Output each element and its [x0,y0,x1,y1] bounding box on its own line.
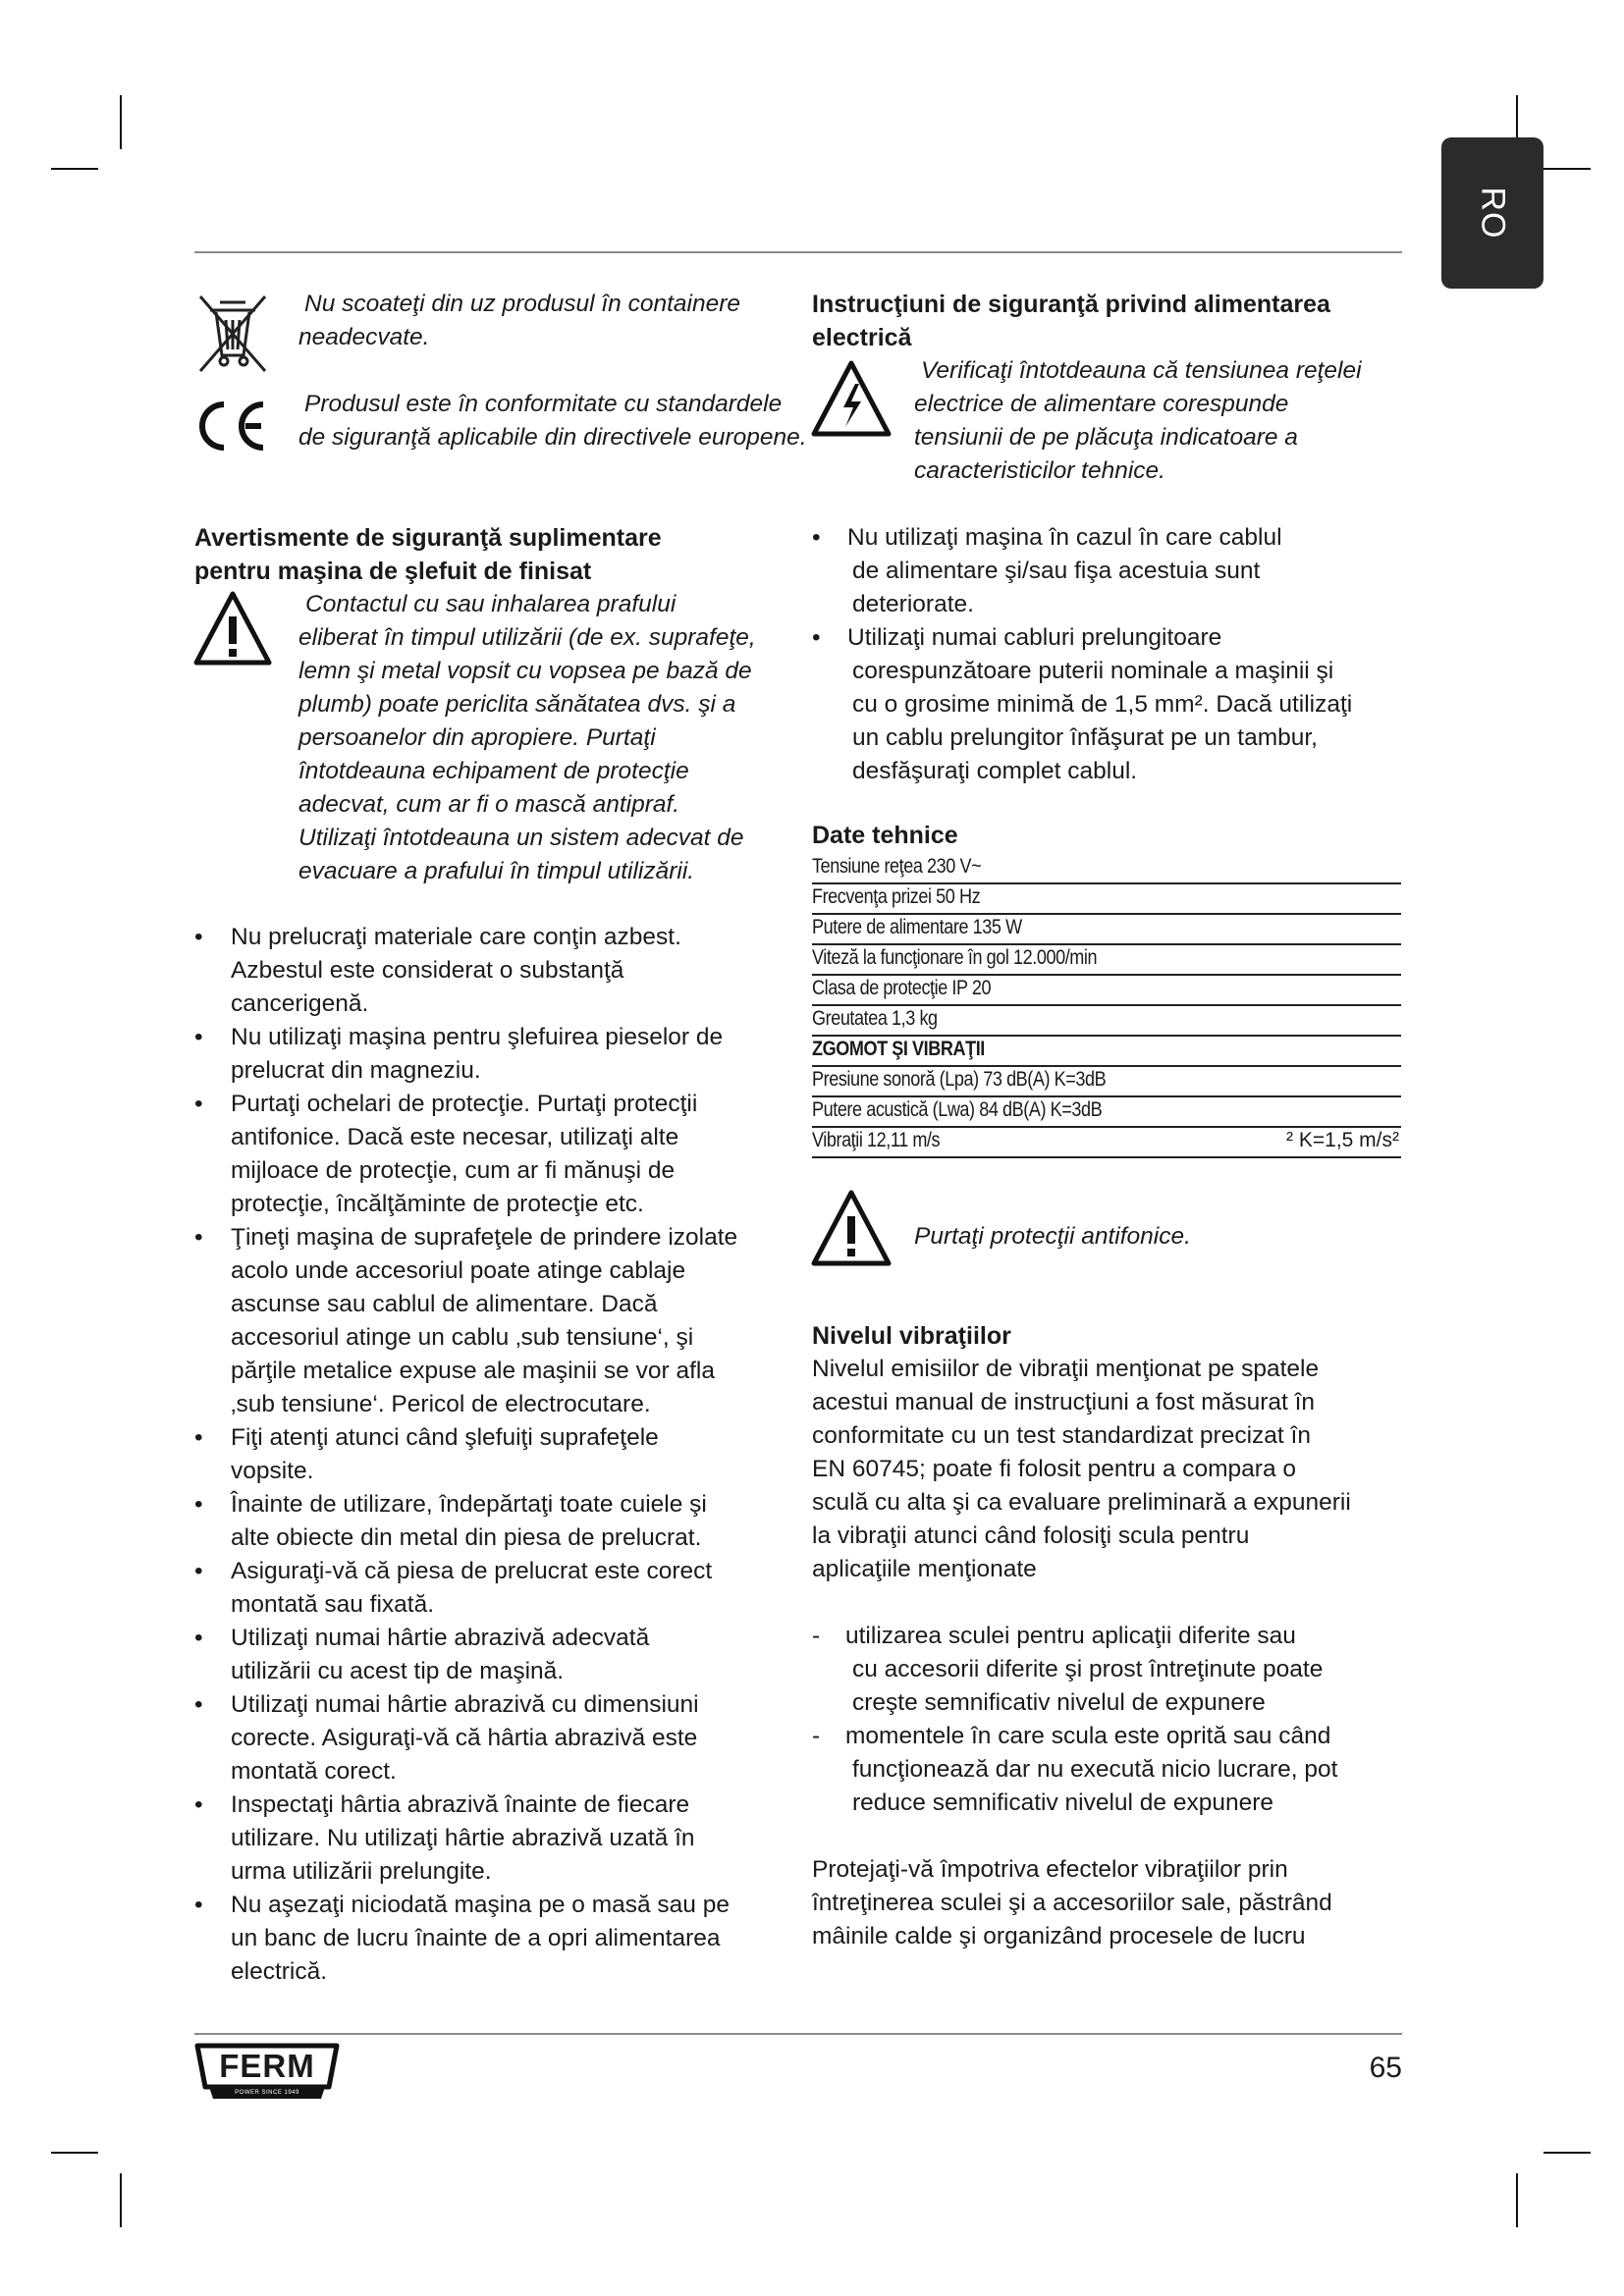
crop-mark [120,2173,122,2227]
list-item-line: deteriorate. [852,591,974,617]
list-item-line: corecte. Asiguraţi-vă că hârtia abrazivă este [231,1725,698,1751]
table-row [812,854,1401,884]
electrical-heading-line: electrică [812,324,912,351]
list-item-line: Inspectaţi hârtia abrazivă înainte de fiecare [231,1791,690,1818]
list-item: • Înainte de utilizare, îndepărtaţi toate cuiele şi alte obiecte din metal din piesa de prelucrat. [194,1488,823,1555]
list-item-line: Utilizaţi numai hârtie abrazivă cu dimensiuni [231,1691,699,1718]
paragraph-line: EN 60745; poate fi folosit pentru a compara o [812,1456,1297,1482]
top-rule [194,251,1402,253]
disposal-text: Nu scoateţi din uz produsul în containere neadecvate. [298,291,740,350]
list-item-line: prelucrat din magneziu. [231,1057,481,1084]
list-item: • Ţineţi maşina de suprafeţele de prindere izolate acolo unde accesoriul poate atinge cablaje ascunse sau cablul de alimentare. Dacă accesoriul atinge un cablu ‚sub tensiune‘, şi părţile metalice expuse ale maşinii se vor afla ‚sub tensiune‘. Pericol de electrocutare. [194,1221,823,1421]
table-cell: Clasa de protecţie IP 20 [812,977,992,999]
list-item-line: utilizarea sculei pentru aplicaţii diferite sau [845,1623,1296,1649]
crop-mark [120,95,122,149]
list-item: • Nu aşezaţi niciodată maşina pe o masă sau pe un banc de lucru înainte de a opri alimentarea electrică. [194,1889,823,1989]
table-row [812,1097,1401,1128]
paragraph-line: Nivelul emisiilor de vibraţii menţionat pe spatele [812,1356,1320,1382]
list-item-line: acolo unde accesoriul poate atinge cablaje [231,1257,686,1284]
warning-line: evacuare a prafului în timpul utilizării. [298,858,695,884]
list-item-line: Nu prelucraţi materiale care conţin azbest. [231,924,681,950]
list-item-line: desfăşuraţi complet cablul. [852,758,1138,784]
warning-line: întotdeauna echipament de protecţie [298,758,689,784]
warning-line: eliberat în timpul utilizării (de ex. suprafeţe, [298,624,756,651]
list-item-line: funcţionează dar nu execută nicio lucrare, pot [852,1756,1338,1783]
crop-mark [1543,168,1591,170]
crop-mark [1543,2152,1591,2154]
table-cell: Putere acustică (Lwa) 84 dB(A) K=3dB [812,1098,1103,1121]
table-cell: Viteză la funcţionare în gol 12.000/min [812,946,1098,969]
warning-line: Contactul cu sau inhalarea prafului [305,591,677,617]
paragraph-line: sculă cu alta şi ca evaluare preliminară a expunerii [812,1489,1351,1516]
table-row [812,884,1401,915]
list-item-line: mijloace de protecţie, cum ar fi mănuşi de [231,1157,676,1184]
warning-line: Utilizaţi întotdeauna un sistem adecvat de [298,825,744,851]
list-item: • Asiguraţi-vă că piesa de prelucrat este corect montată sau fixată. [194,1555,823,1622]
list-item-line: Utilizaţi numai cabluri prelungitoare [847,624,1222,651]
table-cell-uncertainty: ² K=1,5 m/s² [1286,1129,1399,1151]
tech-data-table [812,854,1401,1158]
paragraph-line: acestui manual de instrucţiuni a fost măsurat în [812,1389,1316,1415]
list-item-line: ascunse sau cablul de alimentare. Dacă [231,1291,658,1317]
list-item-line: vopsite. [231,1458,314,1484]
list-item-line: utilizare. Nu utilizaţi hârtie abrazivă uzată în [231,1825,695,1851]
warning-line: plumb) poate periclita sănătatea dvs. şi a [298,691,736,718]
table-row [812,1128,1401,1158]
list-item-line: antifonice. Dacă este necesar, utilizaţi alte [231,1124,679,1150]
list-item-line: Fiţi atenţi atunci când şlefuiţi suprafeţele [231,1424,659,1451]
table-row [812,945,1401,976]
table-cell: Tensiune reţea 230 V~ [812,855,982,878]
list-item: • Fiţi atenţi atunci când şlefuiţi suprafeţele vopsite. [194,1421,823,1488]
table-cell: Frecvenţa prizei 50 Hz [812,885,981,908]
list-item-line: un cablu prelungitor înfăşurat pe un tambur, [852,724,1318,751]
list-item-line: Nu utilizaţi maşina pentru şlefuirea pieselor de [231,1024,724,1050]
vibration-heading: Nivelul vibraţiilor [812,1322,1011,1350]
electrical-heading [812,288,1421,354]
table-row [812,915,1401,945]
table-cell: Presiune sonoră (Lpa) 73 dB(A) K=3dB [812,1068,1107,1091]
paragraph-line: conformitate cu un test standardizat precizat în [812,1422,1311,1449]
electrical-bullet-list [812,521,1421,788]
warning-line: caracteristicilor tehnice. [914,457,1165,484]
list-item-line: urma utilizării prelungite. [231,1858,492,1885]
list-item-line: montată corect. [231,1758,397,1785]
language-tab [1441,137,1543,289]
list-item-line: Nu aşezaţi niciodată maşina pe o masă sau pe [231,1892,730,1918]
table-row [812,976,1401,1006]
list-item: • Inspectaţi hârtia abrazivă înainte de fiecare utilizare. Nu utilizaţi hârtie abrazivă uzată în urma utilizării prelungite. [194,1789,823,1889]
warnings-heading [194,521,823,588]
caution-icon [810,1188,893,1268]
crop-mark [51,168,98,170]
voltage-warning-text [914,354,1425,488]
list-item-line: momentele în care scula este oprită sau când [845,1723,1331,1749]
vibration-paragraph [812,1353,1440,1586]
page-number: 65 [1369,2052,1402,2084]
list-item-line: Utilizaţi numai hârtie abrazivă adecvată [231,1625,650,1651]
list-item-line: creşte semnificativ nivelul de expunere [852,1689,1266,1716]
table-cell: ZGOMOT ŞI VIBRAŢII [812,1038,985,1060]
list-item-line: Înainte de utilizare, îndepărtaţi toate cuiele şi [231,1491,707,1518]
list-item: • Purtaţi ochelari de protecţie. Purtaţi protecţii antifonice. Dacă este necesar, utilizaţi alte mijloace de protecţie, cum ar fi mănuşi de protecţie, încălţăminte de protecţie etc. [194,1088,823,1221]
table-row [812,1067,1401,1097]
ferm-logo [193,2042,341,2103]
language-tab-label: RO [1474,187,1512,240]
table-cell: Putere de alimentare 135 W [812,916,1022,938]
logo-tagline: POWER SINCE 1949 [235,2090,299,2096]
warning-line: Verificaţi întotdeauna că tensiunea reţelei [921,357,1362,384]
vibration-dash-list [812,1620,1440,1820]
list-item-line: montată sau fixată. [231,1591,435,1618]
list-item: • Utilizaţi numai hârtie abrazivă adecvată utilizării cu acest tip de maşină. [194,1622,823,1688]
list-item: • Nu utilizaţi maşina în cazul în care cablul de alimentare şi/sau fişa acestuia sunt deteriorate. [812,521,1421,621]
list-item-line: Nu utilizaţi maşina în cazul în care cablul [847,524,1282,551]
caution-icon [192,589,273,667]
warning-line: adecvat, cum ar fi o mască antipraf. [298,791,680,818]
paragraph-line: la vibraţii atunci când folosiţi scula pentru [812,1522,1250,1549]
list-item-line: cu accesorii diferite şi prost întreţinute poate [852,1656,1324,1682]
paragraph-line: întreţinerea sculei şi a accesoriilor sale, păstrând [812,1890,1332,1916]
list-item-line: ‚sub tensiune‘. Pericol de electrocutare. [231,1391,651,1417]
warning-line: persoanelor din apropiere. Purtaţi [298,724,656,751]
list-item-line: utilizării cu acest tip de maşină. [231,1658,565,1684]
table-row [812,1037,1401,1067]
list-item-line: Asiguraţi-vă că piesa de prelucrat este corect [231,1558,713,1584]
list-item-line: accesoriul atinge un cablu ‚sub tensiune‘, şi [231,1324,694,1351]
warnings-heading-line: pentru maşina de şlefuit de finisat [194,558,592,585]
list-item-line: de alimentare şi/sau fişa acestuia sunt [852,558,1261,584]
list-item-line: cancerigenă. [231,990,369,1017]
crossed-bin-icon [192,294,273,373]
list-item-line: Purtaţi ochelari de protecţie. Purtaţi protecţii [231,1091,698,1117]
dust-warning-text [298,588,819,888]
list-item-line: cu o grosime minimă de 1,5 mm². Dacă utilizaţi [852,691,1353,718]
bottom-rule [194,2033,1402,2035]
warnings-heading-line: Avertismente de siguranţă suplimentare [194,524,662,552]
electrical-heading-line: Instrucţiuni de siguranţă privind alimentarea [812,291,1330,318]
list-item-line: corespunzătoare puterii nominale a maşinii şi [852,658,1334,684]
warning-line: electrice de alimentare corespunde [914,391,1289,417]
warning-line: lemn şi metal vopsit cu vopsea pe bază de [298,658,752,684]
list-item-line: protecţie, încălţăminte de protecţie etc. [231,1191,644,1217]
list-item-line: Ţineţi maşina de suprafeţele de prindere izolate [231,1224,738,1251]
crop-mark [51,2152,98,2154]
logo-wordmark: FERM [219,2048,315,2084]
table-cell: Greutatea 1,3 kg [812,1007,938,1030]
table-row [812,1006,1401,1037]
list-item-line: părţile metalice expuse ale maşinii se vor afla [231,1358,715,1384]
paragraph-line: mâinile calde şi organizând procesele de lucru [812,1923,1306,1949]
list-item-line: electrică. [231,1958,328,1985]
list-item: - momentele în care scula este oprită sau când funcţionează dar nu execută nicio lucrare, pot reduce semnificativ nivelul de expunere [812,1720,1440,1820]
crop-mark [1516,2173,1518,2227]
hearing-protection-text: Purtaţi protecţii antifonice. [914,1223,1191,1250]
list-item-line: alte obiecte din metal din piesa de prelucrat. [231,1524,702,1551]
ce-text: Produsul este în conformitate cu standardele de siguranţă aplicabile din directivele europene. [298,391,807,451]
tech-data-heading: Date tehnice [812,822,958,849]
electric-hazard-icon [810,358,893,439]
list-item: • Nu utilizaţi maşina pentru şlefuirea pieselor de prelucrat din magneziu. [194,1021,823,1088]
list-item: • Utilizaţi numai cabluri prelungitoare corespunzătoare puterii nominale a maşinii şi cu o grosime minimă de 1,5 mm². Dacă utilizaţi un cablu prelungitor înfăşurat pe un tambur, desfăşuraţi complet cablul. [812,621,1421,788]
list-item: • Utilizaţi numai hârtie abrazivă cu dimensiuni corecte. Asiguraţi-vă că hârtia abrazivă este montată corect. [194,1688,823,1789]
ce-mark-icon [192,397,271,455]
paragraph-line: Protejaţi-vă împotriva efectelor vibraţiilor prin [812,1856,1288,1883]
list-item: • Nu prelucraţi materiale care conţin azbest. Azbestul este considerat o substanţă cancerigenă. [194,921,823,1021]
list-item-line: reduce semnificativ nivelul de expunere [852,1789,1273,1816]
list-item: - utilizarea sculei pentru aplicaţii diferite sau cu accesorii diferite şi prost întreţinute poate creşte semnificativ nivelul de expunere [812,1620,1440,1720]
table-cell: Vibraţii 12,11 m/s [812,1129,941,1151]
vibration-closing [812,1853,1440,1953]
list-item-line: Azbestul este considerat o substanţă [231,957,624,984]
safety-bullet-list [194,921,823,1989]
paragraph-line: aplicaţiile menţionate [812,1556,1037,1582]
warning-line: tensiunii de pe plăcuţa indicatoare a [914,424,1298,451]
list-item-line: un banc de lucru înainte de a opri alimentarea [231,1925,721,1951]
